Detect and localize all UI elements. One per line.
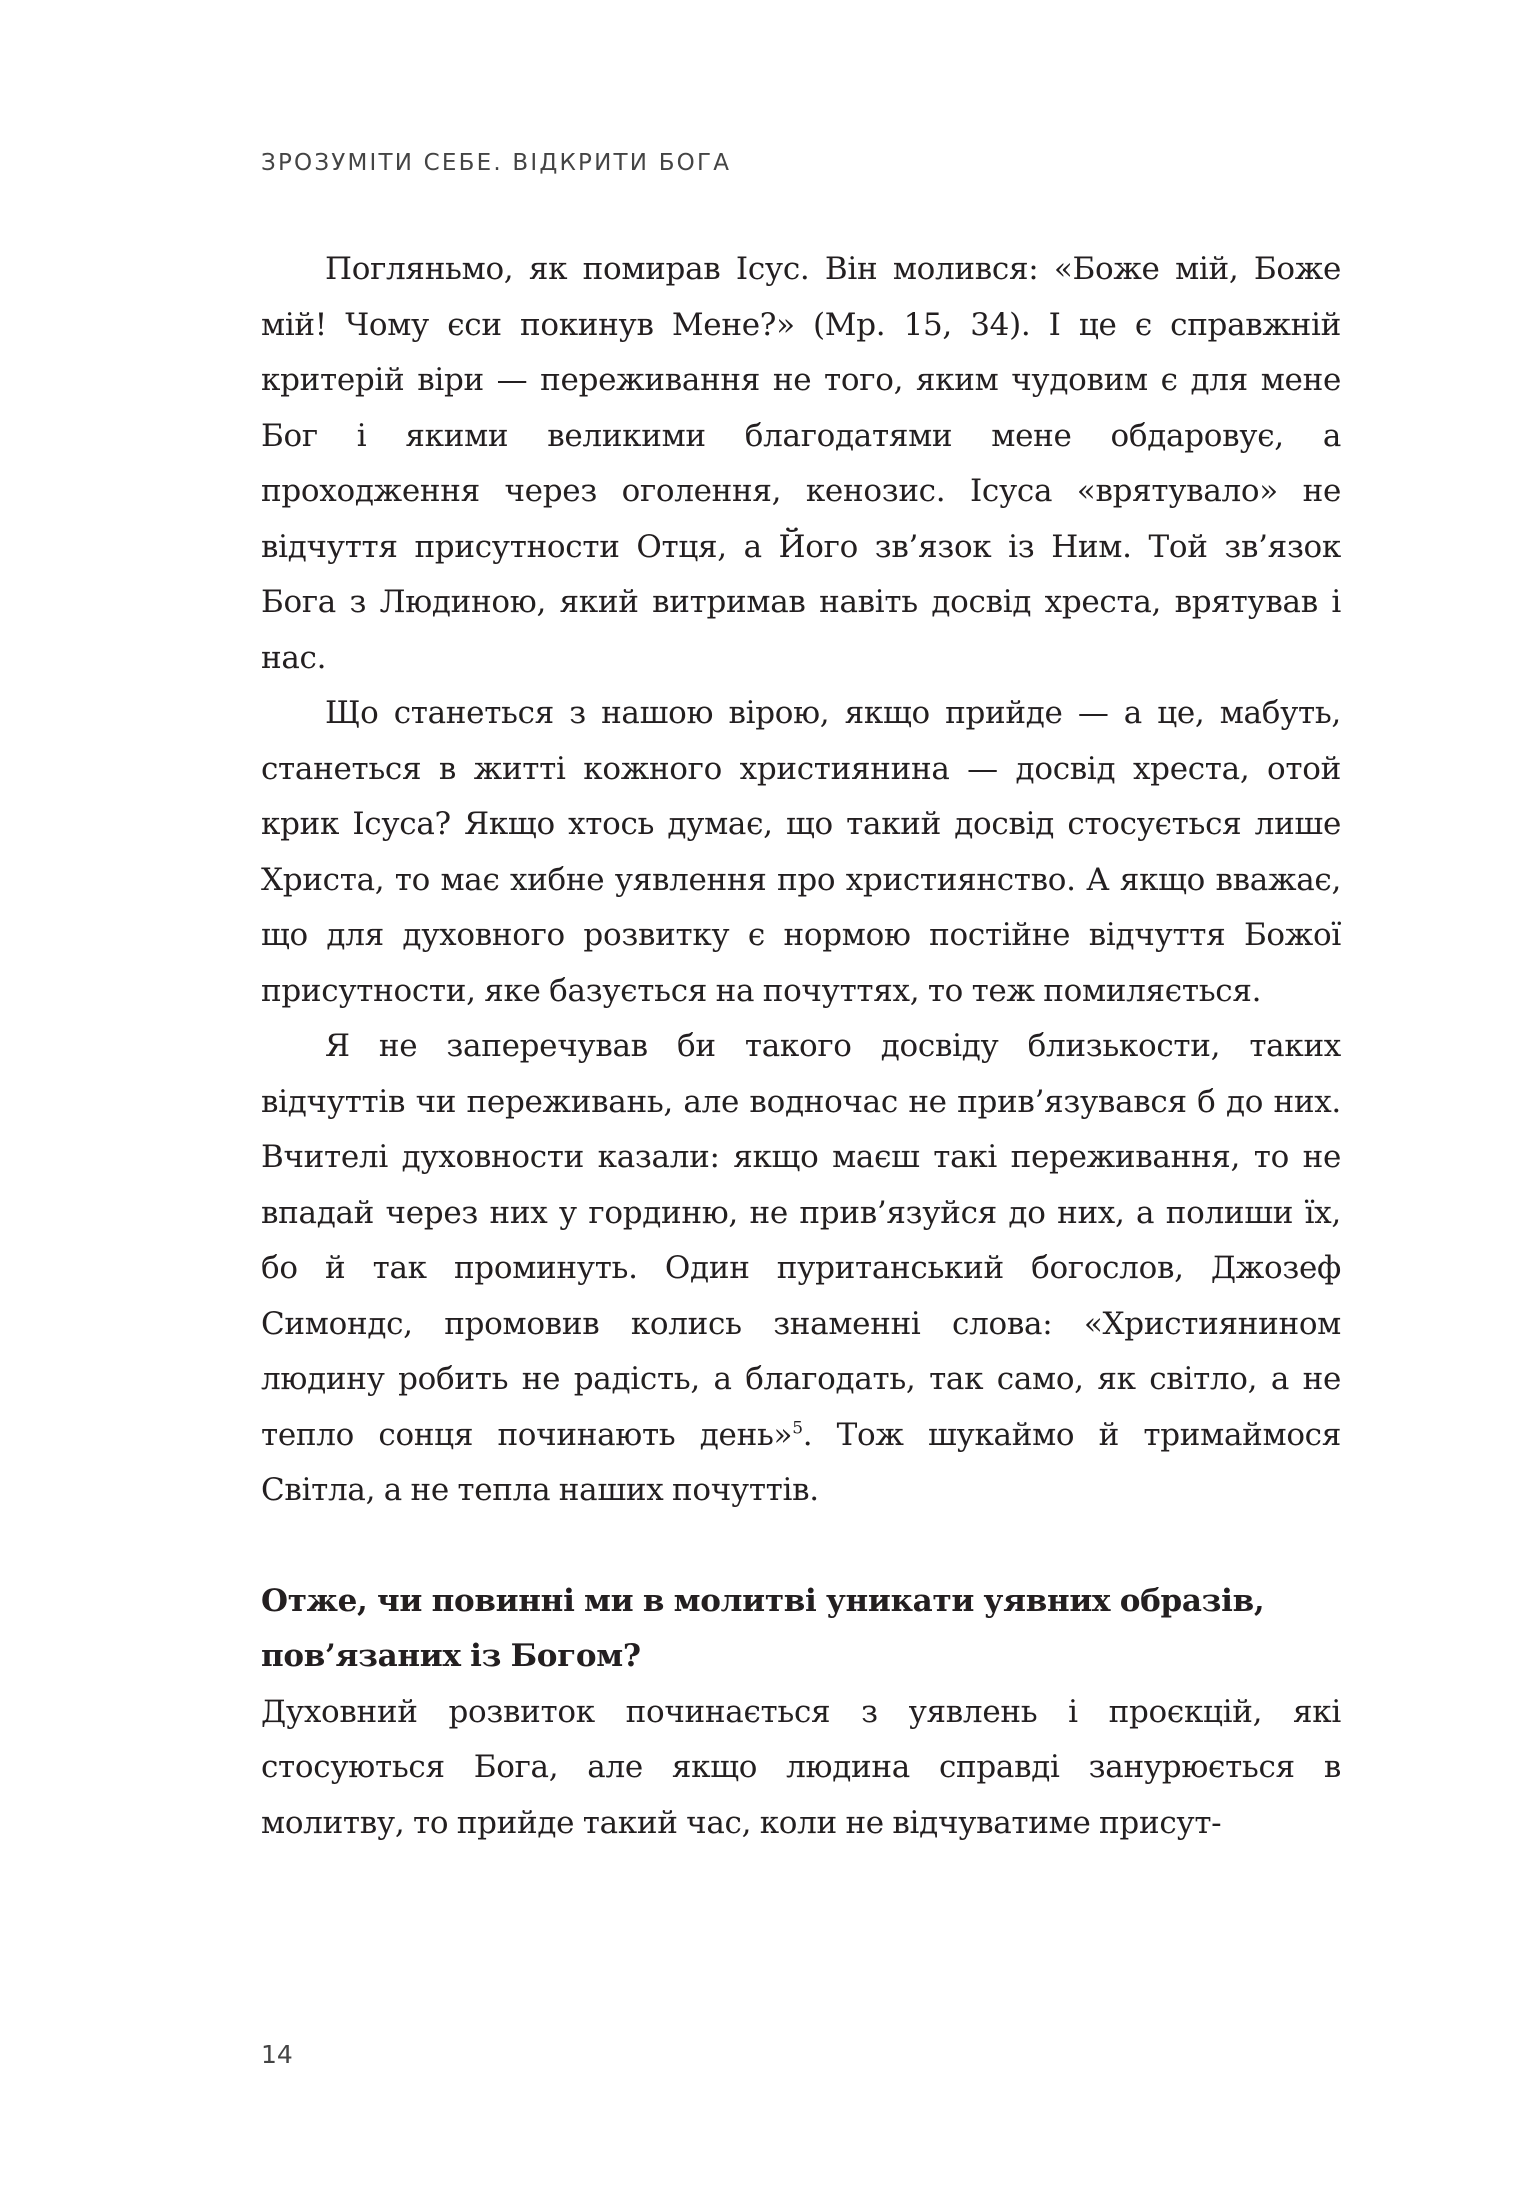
- body-text: [261, 242, 1341, 1851]
- page-number: 14: [261, 2040, 293, 2069]
- section-heading: Отже, чи повинні ми в молитві уникати уявних образів, пов’язаних із Богом?: [261, 1582, 1265, 1674]
- paragraph-text-continued: . Тож шукаймо й тримаймося Світла, а не тепла наших почуттів.: [261, 1416, 1341, 1508]
- paragraph: Погляньмо, як помирав Ісус. Він молився: «Боже мій, Боже мій! Чому єси покинув Мене?» (Мр. 15, 34). І це є справжній критерій віри — переживання не того, яким чудовим є для мене Бог і якими великими благодатями мене обдаровує, а проходження через оголення, кенозис. Ісуса «врятувало» не відчуття присутности Отця, а Його зв’язок із Ним. Той зв’язок Бога з Людиною, який витримав навіть досвід хреста, врятував і нас.: [261, 251, 1341, 676]
- paragraph: Духовний розвиток починається з уявлень і проєкцій, які стосуються Бога, але якщо людина справді занурюється в молитву, то прийде такий час, коли не відчуватиме присут-: [261, 1693, 1341, 1841]
- paragraph: Що станеться з нашою вірою, якщо прийде — а це, мабуть, станеться в житті кожного християнина — досвід хреста, отой крик Ісуса? Якщо хтось думає, що такий досвід стосується лише Христа, то має хибне уявлення про християнство. А якщо вважає, що для духовного розвитку є нормою постійне відчуття Божої присутности, яке базується на почуттях, то теж помиляється.: [261, 695, 1341, 1009]
- paragraph-text: Я не заперечував би такого досвіду близькости, таких відчуттів чи переживань, але водночас не прив’язувався б до них. Вчителі духовности казали: якщо маєш такі переживання, то не впадай через них у гординю, не прив’язуйся до них, а полиши їх, бо й так проминуть. Один пуританський богослов, Джозеф Симондс, промовив колись знаменні слова: «Християнином людину робить не радість, а благодать, так само, як світло, а не тепло сонця починають день»: [261, 1028, 1341, 1453]
- footnote-marker: 5: [792, 1418, 803, 1439]
- paragraph: [261, 1019, 1341, 1519]
- running-head: ЗРОЗУМІТИ СЕБЕ. ВІДКРИТИ БОГА: [261, 150, 732, 176]
